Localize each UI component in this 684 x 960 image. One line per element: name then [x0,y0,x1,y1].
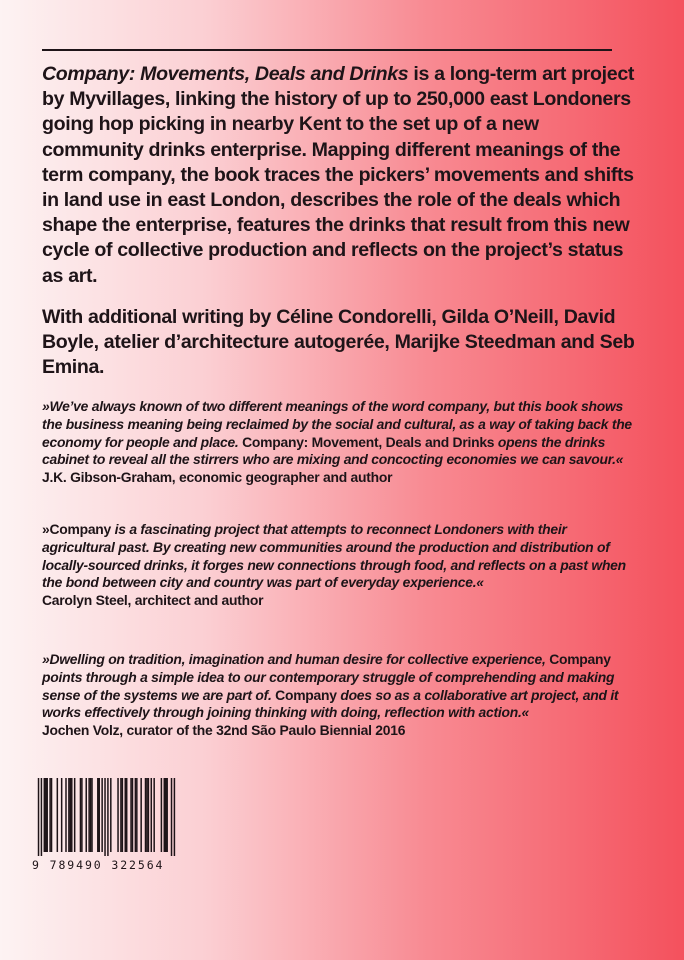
barcode-bar [65,778,67,852]
barcode-bar [174,778,176,856]
barcode-bar [45,778,47,852]
barcode-bar [132,778,134,852]
barcode-bar [41,778,43,856]
barcode-bar [166,778,168,852]
barcode-bar [68,778,70,852]
quote-attribution: J.K. Gibson-Graham, economic geographer and author [42,469,393,486]
quote-attribution: Carolyn Steel, architect and author [42,592,264,609]
barcode-bar [126,778,128,852]
barcode-bar [148,778,150,852]
barcode-bar [71,778,73,852]
quote-attribution: Jochen Volz, curator of the 32nd São Paulo Biennial 2016 [42,722,406,739]
barcode-bar [46,778,48,852]
barcode-bar [161,778,163,852]
barcode-bar [120,778,122,852]
barcode-bar [90,778,92,852]
barcode-bar [130,778,132,852]
barcode-bar [145,778,147,852]
barcode-bar [61,778,63,852]
barcode-bar [107,778,109,856]
additional-writing: With additional writing by Céline Condorelli, Gilda O’Neill, David Boyle, atelier d’architecture autogerée, Marijke Steedman and Seb Emina. [42,306,635,379]
barcode-bar [164,778,166,852]
barcode-bar [153,778,155,852]
barcode-bar [74,778,76,852]
quote-gibson-graham [42,398,642,487]
barcode [32,778,178,896]
barcode-bar [151,778,153,852]
barcode-bar [91,778,93,852]
quote-text: »Company is a fascinating project that attempts to reconnect Londoners with their agricultural past. By creating new communities around the production and distribution of locally-sourced drinks, it forges new connections through food, and reflects on a past when the bond between city and country was part of everyday experience.« [42,521,626,591]
barcode-bar [80,778,82,852]
quote-text: »Dwelling on tradition, imagination and human desire for collective experience, Company points through a simple idea to our contemporary struggle of comprehending and making sense of the systems we are part of. Company does so as a collaborative art project, and it works effectively through joining thinking with doing, reflection with action.« [42,651,619,721]
barcode-bar [171,778,173,856]
barcode-bar [81,778,83,852]
barcode-bar [146,778,148,852]
barcode-bar [85,778,87,852]
barcode-bar [110,778,112,852]
barcode-bar [136,778,138,852]
barcode-bar [44,778,46,852]
barcode-bar [117,778,119,852]
blurb-paragraph [42,62,642,289]
barcode-bar [125,778,127,852]
blurb-text: is a long-term art project by Myvillages, linking the history of up to 250,000 east Londoners going hop picking in nearby Kent to the set up of a new community drinks enterprise. Mapping different meanings of the term company, the book traces the pickers’ movements and shifts in land use in east London, describes the role of the deals which shape the enterprise, features the drinks that result from this new cycle of collective production and reflects on the project’s status as art. [42,63,635,287]
isbn-number: 9 789490 322564 [32,858,165,872]
barcode-bar [104,778,106,856]
barcode-bar [88,778,90,852]
quote-volz [42,651,642,740]
barcode-bar [70,778,72,852]
barcode-bar [122,778,124,852]
barcode-bar [38,778,40,856]
barcode-bar [135,778,137,852]
quote-text: »We’ve always known of two different meanings of the word company, but this book shows the business meaning being reclaimed by the social and cultural, as a way of taking back the economy for people and place. Company: Movement, Deals and Drinks opens the drinks cabinet to reveal all the stirrers who are mixing and concocting economies we can savour.« [42,398,632,468]
barcode-bar [51,778,53,852]
book-title: Company: Movements, Deals and Drinks [42,63,409,85]
barcode-bar [140,778,142,852]
barcode-bar [101,778,103,852]
top-rule [42,49,612,51]
barcode-bar [165,778,167,852]
barcode-bars [32,778,178,856]
barcode-bar [49,778,51,852]
quote-steel [42,521,642,610]
barcode-bar [57,778,59,852]
barcode-bar [97,778,99,852]
barcode-bar [99,778,101,852]
